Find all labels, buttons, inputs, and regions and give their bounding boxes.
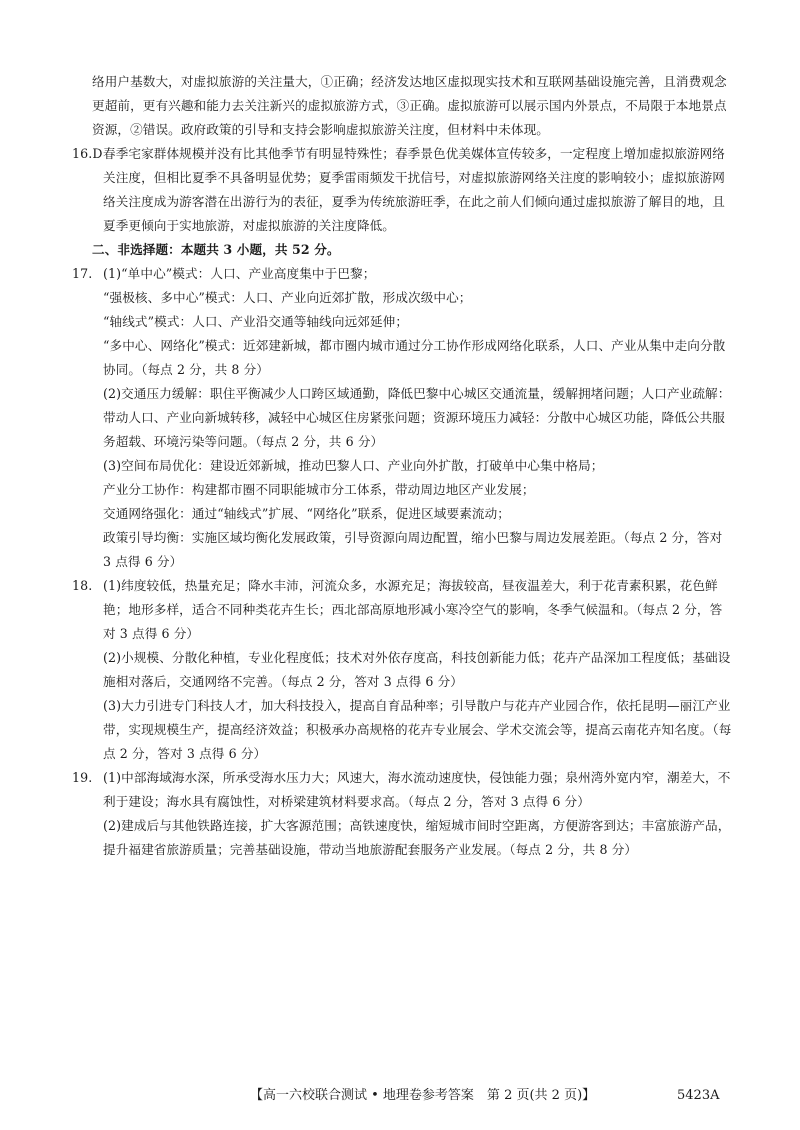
section-heading: 二、非选择题：本题共 3 小题，共 52 分。 — [92, 242, 340, 257]
intro-paragraph: 络用户基数大，对虚拟旅游的关注量大，①正确；经济发达地区虚拟现实技术和互联网基础设施完善，且消费观念更超前，更有兴趣和能力去关注新兴的虚拟旅游方式，③正确。虚拟旅游可以展示国内外景点，不局限于本地景点资源，②错误。政府政策的引导和支持会影响虚拟旅游关注度，但材料中未体现。 — [92, 74, 727, 137]
answer-line: “多中心、网络化”模式：近郊建新城，都市圈内城市通过分工协作形成网络化联系，人口、产业从集中走向分散协同。（每点 2 分，共 8 分） — [103, 338, 726, 377]
question-19 — [72, 766, 732, 862]
answer-line: 政策引导均衡：实施区域均衡化发展政策，引导资源向周边配置，缩小巴黎与周边发展差距。（每点 2 分，答对 3 点得 6 分） — [103, 530, 723, 569]
footer-title: 【高一六校联合测试 • 地理卷参考答案 第 2 页(共 2 页)】 — [250, 1088, 596, 1103]
question-number: 17. — [72, 266, 93, 281]
answer-paragraph: (2)建成后与其他铁路连接，扩大客源范围；高铁速度快，缩短城市间时空距离，方便游客到达；丰富旅游产品，提升福建省旅游质量；完善基础设施，带动当地旅游配套服务产业发展。（每点 2 分，共 8 分） — [103, 818, 731, 857]
answer-text: 春季宅家群体规模并没有比其他季节有明显特殊性；春季景色优美媒体宣传较多，一定程度上增加虚拟旅游网络关注度，但相比夏季不具备明显优势；夏季雷雨频发干扰信号，对虚拟旅游网络关注度的影响较小；虚拟旅游网络关注度成为游客潜在出游行为的表征，夏季为传统旅游旺季，在此之前人们倾向通过虚拟旅游了解目的地，且夏季更倾向于实地旅游，对虚拟旅游的关注度降低。 — [103, 146, 725, 233]
answer-line: “轴线式”模式：人口、产业沿交通等轴线向远郊延伸； — [103, 314, 409, 329]
answer-line: (1)“单中心”模式：人口、产业高度集中于巴黎； — [103, 266, 376, 281]
question-number: 19. — [72, 770, 93, 785]
answer-paragraph: (2)交通压力缓解：职住平衡减少人口跨区域通勤，降低巴黎中心城区交通流量，缓解拥堵问题；人口产业疏解：带动人口、产业向新城转移，减轻中心城区住房紧张问题；资源环境压力减轻：分散中心城区功能，降低公共服务超载、环境污染等问题。（每点 2 分，共 6 分） — [103, 386, 731, 449]
question-number: 18. — [72, 578, 93, 593]
answer-page — [72, 70, 732, 862]
question-number: 16.D — [72, 146, 103, 161]
question-16 — [72, 142, 732, 238]
question-18 — [72, 574, 732, 766]
answer-paragraph: (2)小规模、分散化种植，专业化程度低；技术对外依存度高，科技创新能力低；花卉产品深加工程度低；基础设施相对落后，交通网络不完善。（每点 2 分，答对 3 点得 6 分） — [103, 650, 731, 689]
answer-line: 产业分工协作：构建都市圈不同职能城市分工体系，带动周边地区产业发展； — [103, 482, 535, 497]
answer-paragraph: (3)大力引进专门科技人才，加大科技投入，提高自育品种率；引导散户与花卉产业园合作，依托昆明—丽江产业带，实现规模生产，提高经济效益；积极承办高规格的花卉专业展会、学术交流会等，提高云南花卉知名度。（每点 2 分，答对 3 点得 6 分） — [103, 698, 732, 761]
answer-paragraph: (1)纬度较低，热量充足；降水丰沛，河流众多，水源充足；海拔较高，昼夜温差大，利于花青素积累，花色鲜艳；地形多样，适合不同种类花卉生长；西北部高原地形减小寒冷空气的影响，冬季气候温和。（每点 2 分，答对 3 点得 6 分） — [103, 578, 723, 641]
answer-line: 交通网络强化：通过“轴线式”扩展、“网络化”联系，促进区域要素流动； — [103, 506, 510, 521]
answer-line: “强极核、多中心”模式：人口、产业向近郊扩散，形成次级中心； — [103, 290, 472, 305]
question-17 — [72, 262, 732, 574]
answer-line: (3)空间布局优化：建设近郊新城，推动巴黎人口、产业向外扩散，打破单中心集中格局； — [103, 458, 604, 473]
answer-paragraph: (1)中部海域海水深，所承受海水压力大；风速大，海水流动速度快，侵蚀能力强；泉州湾外宽内窄，潮差大，不利于建设；海水具有腐蚀性，对桥梁建筑材料要求高。（每点 2 分，答对 3 点得 6 分） — [103, 770, 731, 809]
exam-code: 5423A — [677, 1088, 720, 1103]
